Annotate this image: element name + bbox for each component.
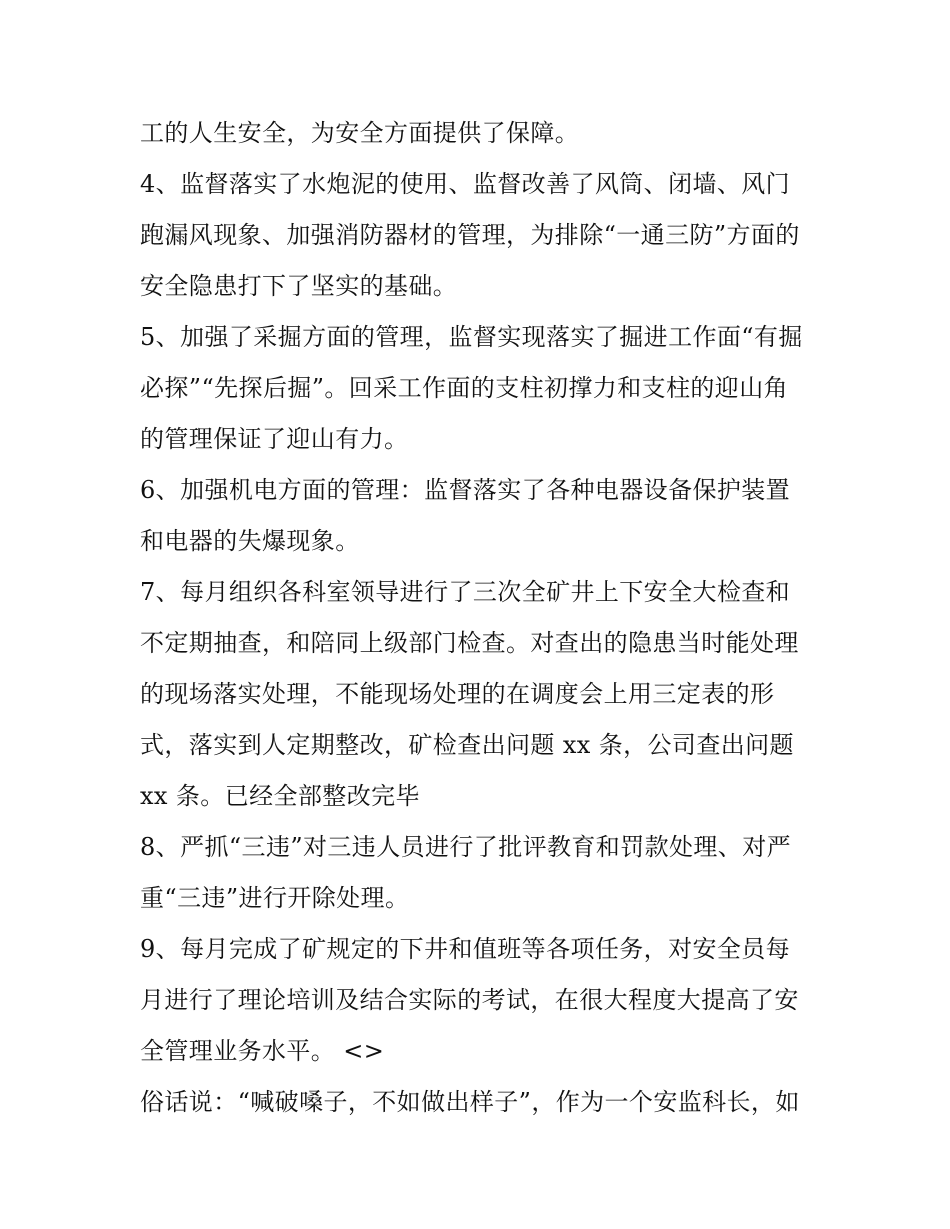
text-line: 和电器的失爆现象。 <box>140 527 360 555</box>
text-line: 工的人生安全，为安全方面提供了保障。 <box>140 119 580 147</box>
text-line: 月进行了理论培训及结合实际的考试，在很大程度大提高了安 <box>140 986 799 1014</box>
document-body <box>140 108 820 1128</box>
text-line: 安全隐患打下了坚实的基础。 <box>140 272 458 300</box>
text-line: 的现场落实处理，不能现场处理的在调度会上用三定表的形 <box>140 680 775 708</box>
text-line: xx 条。已经全部整改完毕 <box>140 782 420 810</box>
text-line: 全管理业务水平。 <> <box>140 1037 385 1065</box>
text-line: 式，落实到人定期整改，矿检查出问题 xx 条，公司查出问题 <box>140 731 794 759</box>
text-line: 8、严抓“三违”对三违人员进行了批评教育和罚款处理、对严 <box>140 833 792 861</box>
text-line: 必探”“先探后掘”。回采工作面的支柱初撑力和支柱的迎山角 <box>140 374 789 402</box>
text-line: 7、每月组织各科室领导进行了三次全矿井上下安全大检查和 <box>140 578 791 606</box>
text-line: 5、加强了采掘方面的管理，监督实现落实了掘进工作面“有掘 <box>140 323 803 351</box>
text-line: 的管理保证了迎山有力。 <box>140 425 409 453</box>
text-line: 不定期抽查，和陪同上级部门检查。对查出的隐患当时能处理 <box>140 629 799 657</box>
text-line: 6、加强机电方面的管理：监督落实了各种电器设备保护装置 <box>140 476 791 504</box>
text-line: 9、每月完成了矿规定的下井和值班等各项任务，对安全员每 <box>140 935 791 963</box>
text-line: 俗话说：“喊破嗓子，不如做出样子”，作为一个安监科长，如 <box>140 1088 800 1116</box>
text-line: 重“三违”进行开除处理。 <box>140 884 410 912</box>
text-line: 跑漏风现象、加强消防器材的管理，为排除“一通三防”方面的 <box>140 221 800 249</box>
text-line: 4、监督落实了水炮泥的使用、监督改善了风筒、闭墙、风门 <box>140 170 791 198</box>
